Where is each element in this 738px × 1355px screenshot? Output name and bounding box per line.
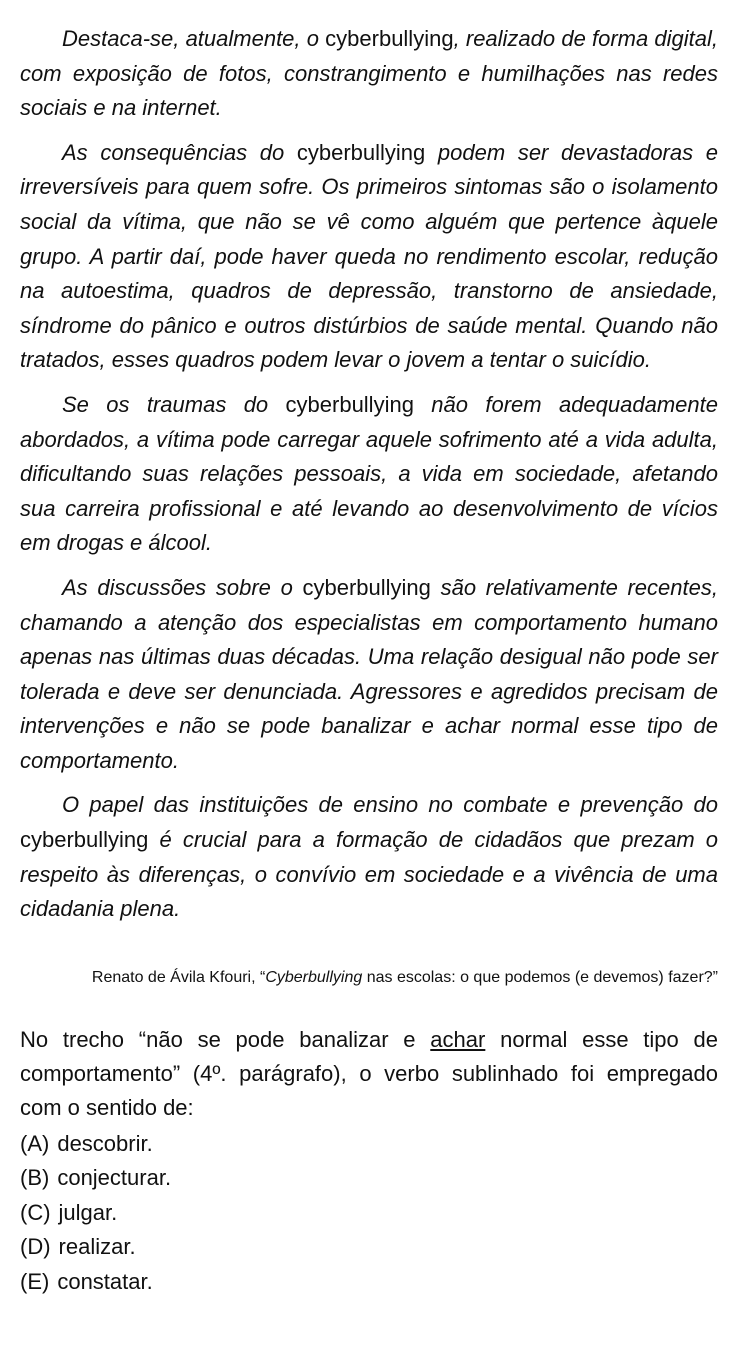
option-d[interactable]	[20, 1230, 718, 1265]
option-text: constatar.	[57, 1268, 153, 1294]
option-text: conjecturar.	[57, 1165, 172, 1191]
option-letter: (B)	[20, 1165, 50, 1191]
passage	[20, 22, 718, 927]
option-a[interactable]	[20, 1127, 718, 1162]
term-cyberbullying: cyberbullying	[296, 139, 426, 165]
paragraph-1: Destaca-se, atualmente, o cyberbullying, realizado de forma digital, com exposição de fotos, constrangimento e humilhações nas redes sociais e na internet.	[20, 26, 719, 121]
option-e[interactable]	[20, 1265, 718, 1300]
paragraph-4: As discussões sobre o cyberbullying são relativamente recentes, chamando a atenção dos especialistas em comportamento humano apenas nas últimas duas décadas. Uma relação desigual não pode ser tolerada e deve ser denunciada. Agressores e agredidos precisam de intervenções e não se pode banalizar e achar normal esse tipo de comportamento.	[20, 574, 718, 773]
term-cyberbullying: cyberbullying	[302, 574, 431, 600]
page	[20, 22, 718, 1299]
option-b[interactable]	[20, 1161, 718, 1196]
underlined-verb: achar	[430, 1026, 486, 1052]
option-text: descobrir.	[57, 1130, 153, 1156]
answer-options	[20, 1127, 718, 1300]
question-stem: No trecho “não se pode banalizar e achar normal esse tipo de comportamento” (4º. parágrafo), o verbo sublinhado foi empregado com o sentido de:	[20, 1026, 719, 1120]
option-letter: (C)	[20, 1199, 51, 1225]
option-text: realizar.	[58, 1234, 136, 1260]
term-cyberbullying: cyberbullying	[285, 391, 414, 417]
paragraph-2: As consequências do cyberbullying podem ser devastadoras e irreversíveis para quem sofre. Os primeiros sintomas são o isolamento social da vítima, que não se vê como alguém que pertence àquele grupo. A partir daí, pode haver queda no rendimento escolar, redução na autoestima, quadros de depressão, transtorno de ansiedade, síndrome do pânico e outros distúrbios de saúde mental. Quando não tratados, esses quadros podem levar o jovem a tentar o suicídio.	[20, 139, 718, 373]
option-letter: (D)	[20, 1234, 51, 1260]
source-title-italic: Cyberbullying	[265, 968, 363, 986]
paragraph-3: Se os traumas do cyberbullying não forem adequadamente abordados, a vítima pode carregar aquele sofrimento até a vida adulta, dificultando suas relações pessoais, a vida em sociedade, afetando sua carreira profissional e até levando ao desenvolvimento de vícios em drogas e álcool.	[20, 391, 718, 556]
option-letter: (E)	[20, 1268, 50, 1294]
option-letter: (A)	[20, 1130, 50, 1156]
term-cyberbullying: cyberbullying	[325, 26, 454, 51]
paragraph-5: O papel das instituições de ensino no combate e prevenção do cyberbullying é crucial para a formação de cidadãos que prezam o respeito às diferenças, o convívio em sociedade e a vivência de uma cidadania plena.	[20, 792, 718, 922]
option-c[interactable]	[20, 1196, 718, 1231]
term-cyberbullying: cyberbullying	[20, 827, 149, 853]
option-text: julgar.	[58, 1199, 118, 1225]
source-citation: Renato de Ávila Kfouri, “Cyberbullying nas escolas: o que podemos (e devemos) fazer?”	[91, 968, 718, 986]
